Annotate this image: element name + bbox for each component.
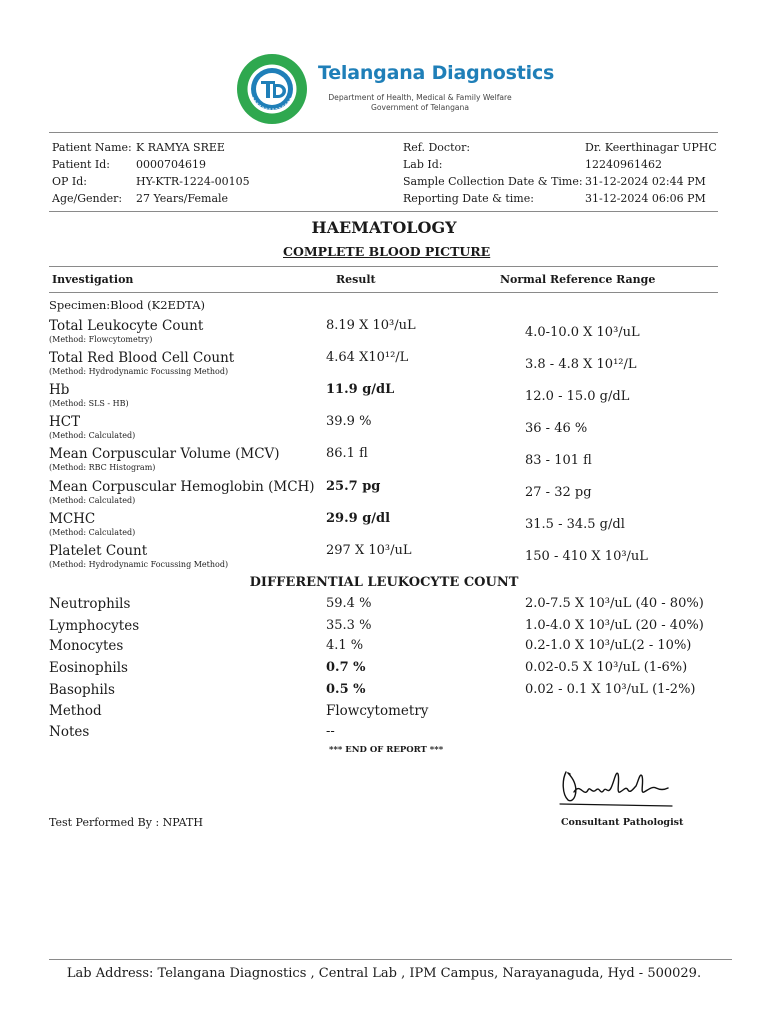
department-line: Department of Health, Medical & Family Welfare	[328, 93, 512, 102]
test-name: HCT	[49, 414, 81, 430]
dlc-reference-range: 1.0-4.0 X 10³/uL (20 - 40%)	[525, 618, 704, 633]
test-result-flagged: 11.9 g/dL	[326, 382, 395, 397]
section-title: HAEMATOLOGY	[311, 218, 457, 237]
test-method: (Method: Flowcytometry)	[49, 335, 153, 344]
dlc-result: 35.3 %	[326, 618, 372, 633]
op-id: HY-KTR-1224-00105	[136, 175, 250, 188]
notes-value: --	[326, 724, 335, 739]
age-gender: 27 Years/Female	[136, 192, 229, 205]
dlc-title: DIFFERENTIAL LEUKOCYTE COUNT	[249, 575, 519, 590]
telangana-diagnostics-logo	[236, 53, 308, 125]
notes-label: Notes	[49, 724, 90, 740]
col-result: Result	[336, 273, 376, 286]
reporting-datetime: 31-12-2024 06:06 PM	[585, 192, 706, 205]
method-value: Flowcytometry	[326, 703, 429, 719]
test-reference-range: 3.8 - 4.8 X 10¹²/L	[525, 357, 637, 372]
col-investigation: Investigation	[52, 273, 134, 286]
consultant-pathologist-label: Consultant Pathologist	[561, 817, 684, 828]
dlc-name: Neutrophils	[49, 596, 131, 612]
test-reference-range: 150 - 410 X 10³/uL	[525, 549, 648, 564]
age-gender-label: Age/Gender:	[52, 192, 123, 205]
dlc-result: 4.1 %	[326, 638, 364, 653]
dlc-name: Lymphocytes	[49, 618, 140, 634]
test-method: (Method: SLS - HB)	[49, 399, 129, 408]
patient-divider	[49, 211, 718, 212]
method-label: Method	[49, 703, 102, 719]
col-reference-range: Normal Reference Range	[500, 273, 656, 286]
test-method: (Method: RBC Histogram)	[49, 463, 156, 472]
patient-name-label: Patient Name:	[52, 141, 132, 154]
ref-doctor: Dr. Keerthinagar UPHC	[585, 141, 717, 154]
dlc-name: Monocytes	[49, 638, 124, 654]
header-divider	[49, 132, 718, 133]
pathologist-signature	[556, 760, 676, 812]
test-reference-range: 83 - 101 fl	[525, 453, 592, 468]
test-name: Platelet Count	[49, 543, 148, 559]
dlc-result-flagged: 0.7 %	[326, 660, 366, 675]
reporting-label: Reporting Date & time:	[403, 192, 534, 205]
test-reference-range: 31.5 - 34.5 g/dl	[525, 517, 625, 532]
dlc-result-flagged: 0.5 %	[326, 682, 366, 697]
section-subtitle: COMPLETE BLOOD PICTURE	[283, 244, 491, 259]
patient-name: K RAMYA SREE	[136, 141, 225, 154]
lab-id-label: Lab Id:	[403, 158, 443, 171]
test-name: Mean Corpuscular Hemoglobin (MCH)	[49, 479, 315, 495]
test-method: (Method: Calculated)	[49, 431, 136, 440]
test-method: (Method: Calculated)	[49, 496, 136, 505]
test-result: 4.64 X10¹²/L	[326, 350, 409, 365]
dlc-reference-range: 0.2-1.0 X 10³/uL(2 - 10%)	[525, 638, 692, 653]
test-result: 8.19 X 10³/uL	[326, 318, 416, 333]
test-name: Total Leukocyte Count	[49, 318, 204, 334]
lab-address: Lab Address: Telangana Diagnostics , Central Lab , IPM Campus, Narayanaguda, Hyd - 500029.	[66, 966, 702, 981]
test-result-flagged: 25.7 pg	[326, 479, 381, 494]
test-method: (Method: Hydrodynamic Focussing Method)	[49, 367, 229, 376]
test-result: 39.9 %	[326, 414, 372, 429]
test-name: Hb	[49, 382, 70, 398]
test-result: 86.1 fl	[326, 446, 368, 461]
test-performed-by: Test Performed By : NPATH	[49, 816, 203, 829]
government-line: Government of Telangana	[370, 103, 470, 112]
test-name: Total Red Blood Cell Count	[49, 350, 235, 366]
dlc-reference-range: 2.0-7.5 X 10³/uL (40 - 80%)	[525, 596, 704, 611]
sample-collection-label: Sample Collection Date & Time:	[403, 175, 583, 188]
dlc-result: 59.4 %	[326, 596, 372, 611]
dlc-name: Eosinophils	[49, 660, 128, 676]
test-method: (Method: Hydrodynamic Focussing Method)	[49, 560, 229, 569]
ref-doctor-label: Ref. Doctor:	[403, 141, 471, 154]
test-result: 297 X 10³/uL	[326, 543, 412, 558]
specimen: Specimen:Blood (K2EDTA)	[49, 298, 205, 312]
patient-id-label: Patient Id:	[52, 158, 111, 171]
footer-divider	[49, 959, 732, 960]
brand-name: Telangana Diagnostics	[318, 62, 555, 84]
patient-id: 0000704619	[136, 158, 206, 171]
table-header-top-rule	[49, 266, 718, 267]
dlc-reference-range: 0.02 - 0.1 X 10³/uL (1-2%)	[525, 682, 696, 697]
end-of-report: *** END OF REPORT ***	[329, 745, 444, 755]
test-result-flagged: 29.9 g/dl	[326, 511, 391, 526]
dlc-name: Basophils	[49, 682, 115, 698]
lab-id: 12240961462	[585, 158, 662, 171]
table-header-bottom-rule	[49, 292, 718, 293]
test-method: (Method: Calculated)	[49, 528, 136, 537]
test-name: MCHC	[49, 511, 96, 527]
dlc-reference-range: 0.02-0.5 X 10³/uL (1-6%)	[525, 660, 688, 675]
test-reference-range: 27 - 32 pg	[525, 485, 592, 500]
test-reference-range: 12.0 - 15.0 g/dL	[525, 389, 630, 404]
test-reference-range: 36 - 46 %	[525, 421, 588, 436]
test-name: Mean Corpuscular Volume (MCV)	[49, 446, 280, 462]
test-reference-range: 4.0-10.0 X 10³/uL	[525, 325, 640, 340]
op-id-label: OP Id:	[52, 175, 88, 188]
sample-collection-datetime: 31-12-2024 02:44 PM	[585, 175, 706, 188]
